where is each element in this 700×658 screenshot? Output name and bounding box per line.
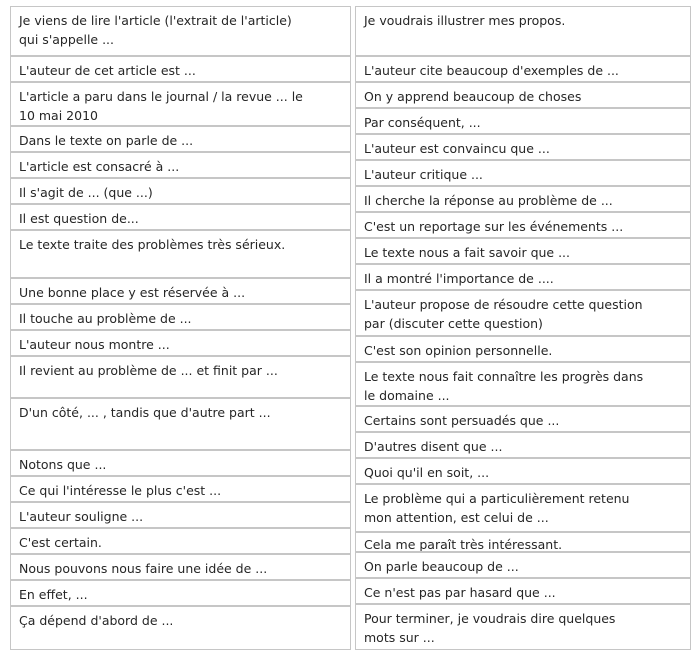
phrase-cell: Il s'agit de ... (que ...) (10, 178, 351, 204)
phrase-cell: L'article a paru dans le journal / la revue ... le 10 mai 2010 (10, 82, 351, 126)
phrase-cell: Nous pouvons nous faire une idée de ... (10, 554, 351, 580)
phrase-cell: Cela me paraît très intéressant. (355, 532, 691, 552)
phrase-cell: L'auteur nous montre ... (10, 330, 351, 356)
phrase-cell: Je voudrais illustrer mes propos. (355, 6, 691, 56)
phrase-cell: Quoi qu'il en soit, ... (355, 458, 691, 484)
phrase-cell: D'un côté, ... , tandis que d'autre part ... (10, 398, 351, 450)
phrase-cell: Le texte traite des problèmes très sérieux. (10, 230, 351, 278)
phrase-cell: Le texte nous fait connaître les progrès dans le domaine ... (355, 362, 691, 406)
phrase-cell: En effet, ... (10, 580, 351, 606)
phrase-cell: L'auteur cite beaucoup d'exemples de ... (355, 56, 691, 82)
phrase-cell: Le problème qui a particulièrement retenu mon attention, est celui de ... (355, 484, 691, 532)
phrase-cell: L'auteur est convaincu que ... (355, 134, 691, 160)
phrase-cell: Certains sont persuadés que ... (355, 406, 691, 432)
phrase-cell: Il cherche la réponse au problème de ... (355, 186, 691, 212)
phrase-cell: Il est question de... (10, 204, 351, 230)
phrase-cell: Dans le texte on parle de ... (10, 126, 351, 152)
phrase-cell: L'auteur souligne ... (10, 502, 351, 528)
phrase-cell: Il a montré l'importance de .... (355, 264, 691, 290)
phrase-cell: Ce qui l'intéresse le plus c'est ... (10, 476, 351, 502)
phrase-cell: Ce n'est pas par hasard que ... (355, 578, 691, 604)
phrase-cell: Une bonne place y est réservée à ... (10, 278, 351, 304)
phrase-cell: L'article est consacré à ... (10, 152, 351, 178)
phrase-cell: L'auteur de cet article est ... (10, 56, 351, 82)
phrase-cell: D'autres disent que ... (355, 432, 691, 458)
phrase-cell: Notons que ... (10, 450, 351, 476)
phrase-cell: Par conséquent, ... (355, 108, 691, 134)
phrase-cell: On y apprend beaucoup de choses (355, 82, 691, 108)
phrase-cell: Ça dépend d'abord de ... (10, 606, 351, 650)
phrase-cell: On parle beaucoup de ... (355, 552, 691, 578)
phrase-cell: Il touche au problème de ... (10, 304, 351, 330)
phrase-cell: L'auteur critique ... (355, 160, 691, 186)
phrase-cell: C'est un reportage sur les événements ... (355, 212, 691, 238)
phrase-cell: C'est son opinion personnelle. (355, 336, 691, 362)
phrase-cell: C'est certain. (10, 528, 351, 554)
phrase-cell: Pour terminer, je voudrais dire quelques mots sur ... (355, 604, 691, 650)
phrase-cell: Je viens de lire l'article (l'extrait de l'article) qui s'appelle ... (10, 6, 351, 56)
phrase-cell: Il revient au problème de ... et finit par ... (10, 356, 351, 398)
phrase-cell: Le texte nous a fait savoir que ... (355, 238, 691, 264)
phrase-cell: L'auteur propose de résoudre cette question par (discuter cette question) (355, 290, 691, 336)
